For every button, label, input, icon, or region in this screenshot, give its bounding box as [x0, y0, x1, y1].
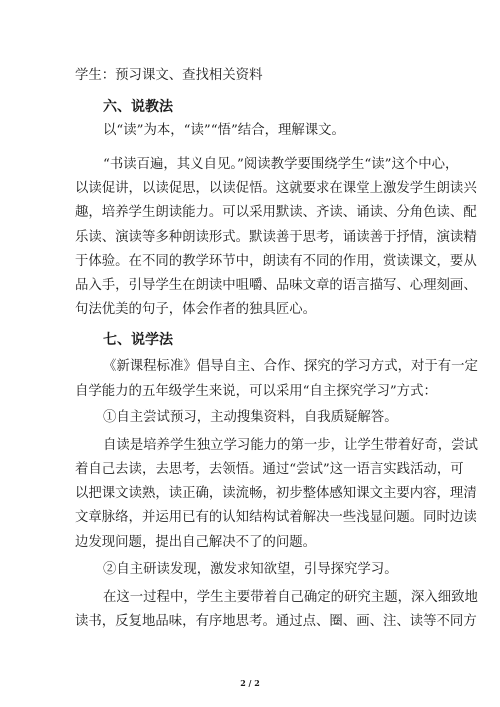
- paragraph-line: 学生：预习课文、查找相关资料: [75, 68, 263, 83]
- paragraph-line: 以读促讲，以读促思，以读促悟。这就要求在课堂上激发学生朗读兴: [75, 181, 477, 196]
- paragraph-line: 着自己去读，去思考，去领悟。通过“尝试”这一语言实践活动，可: [75, 462, 464, 477]
- paragraph-line: 于体验。在不同的教学环节中，朗读有不同的作用，赏读课文，要从: [75, 254, 477, 269]
- paragraph-line: “书读百遍，其义自见。”阅读教学要围绕学生“读”这个中心，: [103, 157, 459, 172]
- paragraph-line: 乐读、演读等多种朗读形式。默读善于思考，诵读善于抒情，演读精: [75, 230, 477, 245]
- paragraph-line: 趣，培养学生朗读能力。可以采用默读、齐读、诵读、分角色读、配: [75, 205, 477, 220]
- paragraph-line: ①自主尝试预习，主动搜集资料，自我质疑解答。: [103, 410, 398, 425]
- paragraph-line: 以“读”为本，“读”“悟”结合，理解课文。: [103, 123, 345, 138]
- paragraph-line: 品入手，引导学生在朗读中咀嚼、品味文章的语言描写、心理刻画、: [75, 278, 477, 293]
- page-number: 2 / 2: [240, 678, 260, 688]
- paragraph-line: 句法优美的句子，体会作者的独具匠心。: [75, 302, 317, 317]
- paragraph-line: ②自主研读发现，激发求知欲望，引导探究学习。: [103, 562, 398, 577]
- section-heading-learning-method: 七、说学法: [103, 332, 173, 348]
- paragraph-line: 《新课程标准》倡导自主、合作、探究的学习方式，对于有一定: [103, 359, 478, 374]
- paragraph-line: 文章脉络，并运用已有的认知结构试着解决一些浅显问题。同时边读: [75, 510, 477, 525]
- paragraph-line: 边发现问题，提出自己解决不了的问题。: [75, 535, 317, 550]
- paragraph-line: 自学能力的五年级学生来说，可以采用“自主探究学习”方式：: [75, 384, 437, 399]
- section-heading-teaching-method: 六、说教法: [103, 99, 173, 115]
- paragraph-line: 在这一过程中，学生主要带着自己确定的研究主题，深入细致地: [103, 590, 478, 605]
- paragraph-line: 读书，反复地品味，有序地思考。通过点、圈、画、注、读等不同方: [75, 614, 477, 629]
- paragraph-line: 以把课文读熟，读正确，读流畅，初步整体感知课文主要内容，理清: [75, 486, 477, 501]
- paragraph-line: 自读是培养学生独立学习能力的第一步，让学生带着好奇，尝试: [103, 438, 478, 453]
